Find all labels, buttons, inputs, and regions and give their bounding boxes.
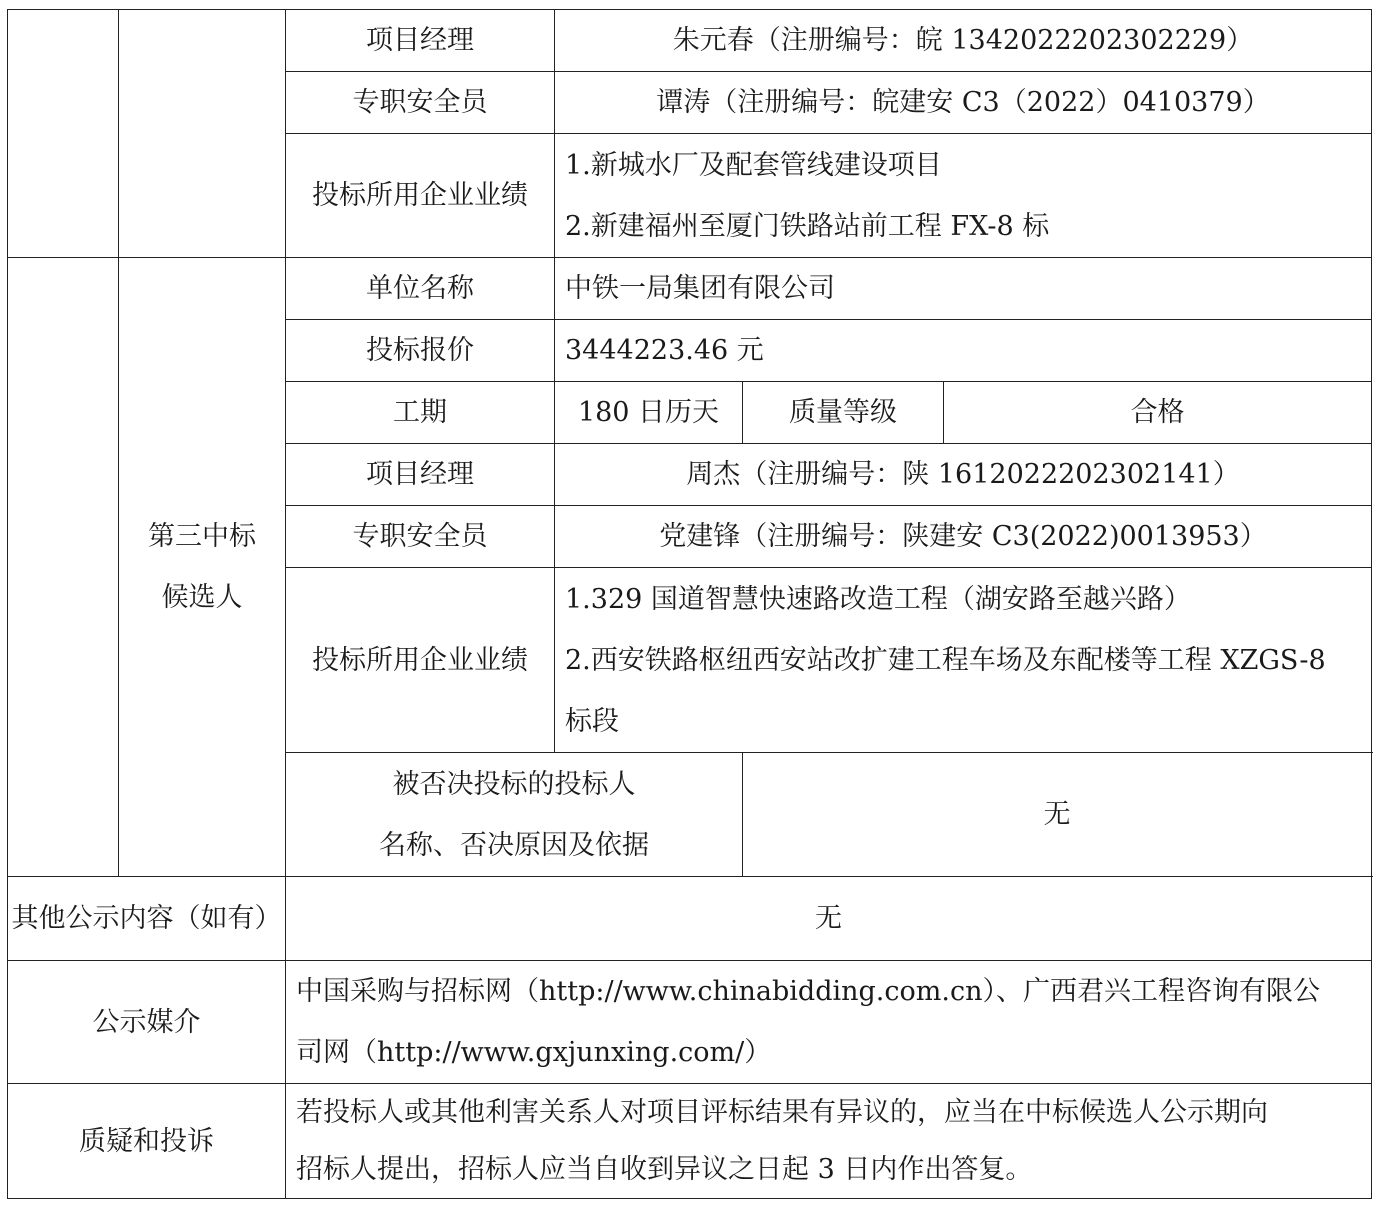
quality-label: 质量等级 xyxy=(743,382,944,444)
project-manager-label: 项目经理 xyxy=(286,10,555,72)
third-candidate-label-line: 候选人 xyxy=(161,582,243,613)
table-row xyxy=(8,877,1372,961)
third-candidate-label-line: 第三中标 xyxy=(148,521,256,552)
performance-item: 1.新城水厂及配套管线建设项目 xyxy=(565,149,942,181)
performance-item: 2.西安铁路枢纽西安站改扩建工程车场及东配楼等工程 XZGS-8 xyxy=(565,644,1326,676)
other-label: 其他公示内容（如有） xyxy=(8,877,286,961)
bid-price-value: 3444223.46 元 xyxy=(555,320,1372,382)
company-label: 单位名称 xyxy=(286,258,555,320)
company-value: 中铁一局集团有限公司 xyxy=(555,258,1372,320)
complaint-label: 质疑和投诉 xyxy=(8,1084,286,1199)
project-manager-value: 周杰（注册编号：陕 1612022202302141） xyxy=(555,444,1372,506)
blank-cell xyxy=(8,10,119,258)
table-row xyxy=(8,961,1372,1084)
complaint-value-line: 若投标人或其他利害关系人对项目评标结果有异议的，应当在中标候选人公示期向 xyxy=(296,1097,1268,1128)
table-row xyxy=(8,10,1372,72)
rejected-value: 无 xyxy=(743,753,1372,877)
bid-result-table xyxy=(7,9,1372,1199)
project-manager-value: 朱元春（注册编号：皖 1342022202302229） xyxy=(555,10,1372,72)
duration-value: 180 日历天 xyxy=(555,382,743,444)
table-row xyxy=(8,1084,1372,1199)
duration-label: 工期 xyxy=(286,382,555,444)
media-value xyxy=(286,961,1372,1084)
performance-value xyxy=(555,568,1372,753)
bid-price-label: 投标报价 xyxy=(286,320,555,382)
performance-label: 投标所用企业业绩 xyxy=(286,568,555,753)
other-value: 无 xyxy=(286,877,1372,961)
performance-value xyxy=(555,134,1372,258)
table-row xyxy=(8,258,1372,320)
third-candidate-label xyxy=(119,258,286,877)
rejected-label xyxy=(286,753,743,877)
media-value-line: 司网（http://www.gxjunxing.com/） xyxy=(296,1037,772,1068)
performance-item: 2.新建福州至厦门铁路站前工程 FX-8 标 xyxy=(565,210,1050,242)
rejected-label-line: 名称、否决原因及依据 xyxy=(379,829,649,861)
performance-item: 1.329 国道智慧快速路改造工程（湖安路至越兴路） xyxy=(565,583,1191,615)
complaint-value-line: 招标人提出，招标人应当自收到异议之日起 3 日内作出答复。 xyxy=(296,1154,1033,1185)
media-value-line: 中国采购与招标网（http://www.chinabidding.com.cn）、广西君兴工程咨询有限公 xyxy=(296,976,1320,1007)
complaint-value xyxy=(286,1084,1372,1199)
rejected-label-line: 被否决投标的投标人 xyxy=(392,768,636,800)
performance-item: 标段 xyxy=(565,705,619,737)
blank-cell xyxy=(8,258,119,877)
project-manager-label: 项目经理 xyxy=(286,444,555,506)
safety-officer-label: 专职安全员 xyxy=(286,506,555,568)
safety-officer-value: 谭涛（注册编号：皖建安 C3（2022）0410379） xyxy=(555,72,1372,134)
media-label: 公示媒介 xyxy=(8,961,286,1084)
safety-officer-label: 专职安全员 xyxy=(286,72,555,134)
safety-officer-value: 党建锋（注册编号：陕建安 C3(2022)0013953） xyxy=(555,506,1372,568)
quality-value: 合格 xyxy=(944,382,1372,444)
performance-label: 投标所用企业业绩 xyxy=(286,134,555,258)
blank-cell xyxy=(119,10,286,258)
